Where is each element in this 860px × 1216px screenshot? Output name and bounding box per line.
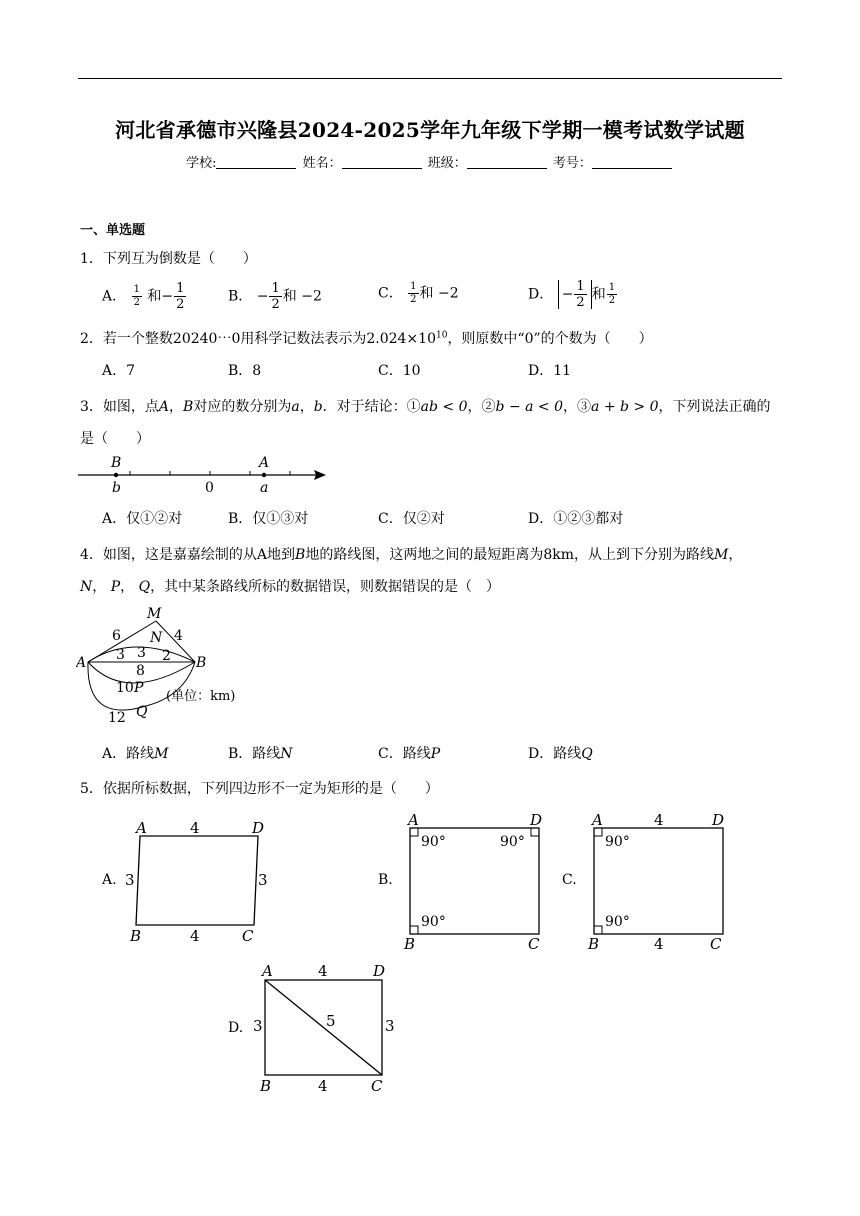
svg-text:D: D: [530, 811, 543, 829]
exam-no-blank[interactable]: [592, 156, 672, 169]
name-blank[interactable]: [342, 156, 422, 169]
svg-text:B: B: [588, 935, 600, 952]
exam-no-label: 考号：: [552, 156, 592, 171]
svg-text:10: 10: [116, 680, 134, 696]
q1-option-c[interactable]: C． $\frac{1}{2}$ 和 −2: [378, 281, 459, 305]
school-label: 学校:: [186, 156, 217, 171]
svg-text:12: 12: [108, 710, 126, 726]
svg-text:D: D: [373, 962, 386, 980]
svg-text:2: 2: [162, 648, 171, 664]
svg-text:4: 4: [190, 819, 200, 837]
page-title: 河北省承德市兴隆县2024-2025学年九年级下学期一模考试数学试题: [115, 118, 745, 142]
q4-option-a[interactable]: A．路线M: [102, 746, 169, 762]
q4-option-d[interactable]: D．路线Q: [528, 746, 593, 762]
svg-text:B: B: [260, 1077, 272, 1095]
q5-figure-a: [118, 812, 278, 948]
q5-stem: 5．依据所标数据，下列四边形不一定为矩形的是（ ）: [80, 781, 439, 797]
svg-text:N: N: [150, 630, 163, 646]
svg-text:3: 3: [258, 871, 268, 889]
svg-text:(单位：km): (单位：km): [166, 689, 236, 704]
svg-text:3: 3: [125, 871, 135, 889]
q3-stem-line2: 是（ ）: [80, 431, 150, 447]
svg-text:3: 3: [253, 1017, 263, 1035]
student-info: [0, 152, 860, 171]
q2-option-d[interactable]: D．11: [528, 363, 572, 379]
class-label: 班级：: [427, 156, 467, 171]
q1-option-b[interactable]: B． − $\frac{1}{2}$ 和 −2: [228, 281, 322, 312]
q4-option-c[interactable]: C．路线P: [378, 746, 441, 762]
q4-stem: 4．如图，这是嘉嘉绘制的从A地到B地的路线图，这两地之间的最短距离为8km，从上到下分别为路线M，: [80, 547, 743, 563]
svg-text:90°: 90°: [421, 914, 446, 930]
svg-text:A: A: [259, 455, 270, 471]
q5-figure-d: [248, 960, 408, 1096]
svg-text:A: A: [592, 811, 603, 829]
svg-text:3: 3: [116, 647, 125, 663]
svg-text:0: 0: [205, 480, 214, 494]
q3-stem: 3．如图，点A，B对应的数分别为a，b．对于结论：①ab < 0，②b − a < 0，③a + b > 0，下列说法正确的: [80, 399, 771, 415]
svg-text:3: 3: [385, 1017, 395, 1035]
section-heading: 一、单选题: [80, 223, 146, 238]
svg-text:a: a: [260, 480, 269, 494]
svg-text:5: 5: [326, 1012, 336, 1030]
q3-option-c[interactable]: C．仅②对: [378, 511, 445, 527]
q1-option-d[interactable]: D． − $\frac{1}{2}$ 和 $\frac{1}{2}$: [528, 279, 616, 310]
q5-option-b[interactable]: B.: [378, 872, 393, 888]
svg-text:90°: 90°: [500, 834, 525, 850]
header-rule: [78, 78, 782, 79]
q4-option-b[interactable]: B．路线N: [228, 746, 293, 762]
svg-text:C: C: [242, 927, 254, 945]
q1-stem: 1．下列互为倒数是（ ）: [80, 251, 257, 267]
svg-text:4: 4: [654, 811, 664, 829]
name-label: 姓名：: [302, 156, 342, 171]
svg-text:4: 4: [174, 628, 183, 644]
q3-option-a[interactable]: A．仅①②对: [102, 511, 183, 527]
q3-option-d[interactable]: D．①②③都对: [528, 511, 624, 527]
svg-text:Q: Q: [136, 704, 148, 720]
q2-option-a[interactable]: A．7: [102, 363, 136, 379]
svg-text:4: 4: [318, 962, 328, 980]
q4-route-diagram: [76, 604, 256, 726]
svg-text:A: A: [262, 962, 273, 980]
svg-text:90°: 90°: [605, 914, 630, 930]
svg-text:B: B: [130, 927, 142, 945]
svg-text:B: B: [196, 655, 207, 671]
q4-stem-line2: N， P， Q，其中某条路线所标的数据错误，则数据错误的是（ ）: [80, 579, 501, 595]
svg-text:4: 4: [654, 935, 664, 952]
q2-option-b[interactable]: B．8: [228, 363, 262, 379]
svg-text:C: C: [528, 935, 540, 952]
q2-option-c[interactable]: C．10: [378, 363, 421, 379]
q5-option-c[interactable]: C.: [562, 872, 577, 888]
svg-text:D: D: [252, 819, 265, 837]
svg-text:B: B: [404, 935, 416, 952]
svg-text:4: 4: [190, 927, 200, 945]
svg-text:C: C: [710, 935, 722, 952]
svg-text:A: A: [76, 655, 87, 671]
svg-text:4: 4: [318, 1077, 328, 1095]
svg-text:6: 6: [112, 628, 121, 644]
q5-figure-c: [584, 810, 744, 952]
svg-text:P: P: [134, 680, 144, 696]
q1-option-a[interactable]: A． $\frac{1}{2}$ 和− $\frac{1}{2}$: [102, 281, 185, 312]
svg-text:90°: 90°: [421, 834, 446, 850]
svg-text:B: B: [111, 455, 122, 471]
q2-stem: 2．若一个整数20240⋯0用科学记数法表示为$2.024\times 10^{10}$，则原数中“0”的个数为（ ）: [80, 330, 653, 347]
q5-option-a[interactable]: A.: [102, 872, 117, 888]
svg-text:8: 8: [136, 663, 145, 679]
svg-text:90°: 90°: [605, 834, 630, 850]
svg-text:M: M: [147, 606, 162, 622]
svg-text:D: D: [712, 811, 725, 829]
point-a: [262, 473, 266, 477]
svg-text:3: 3: [137, 645, 146, 661]
q3-option-b[interactable]: B．仅①③对: [228, 511, 309, 527]
point-b: [114, 473, 118, 477]
class-blank[interactable]: [467, 156, 547, 169]
q3-number-line: [76, 452, 332, 494]
school-blank[interactable]: [216, 156, 296, 169]
svg-text:A: A: [408, 811, 419, 829]
q5-option-d[interactable]: D.: [228, 1020, 244, 1036]
svg-text:b: b: [112, 480, 121, 494]
q5-figure-b: [400, 810, 550, 952]
svg-text:A: A: [136, 819, 147, 837]
svg-text:C: C: [371, 1077, 383, 1095]
